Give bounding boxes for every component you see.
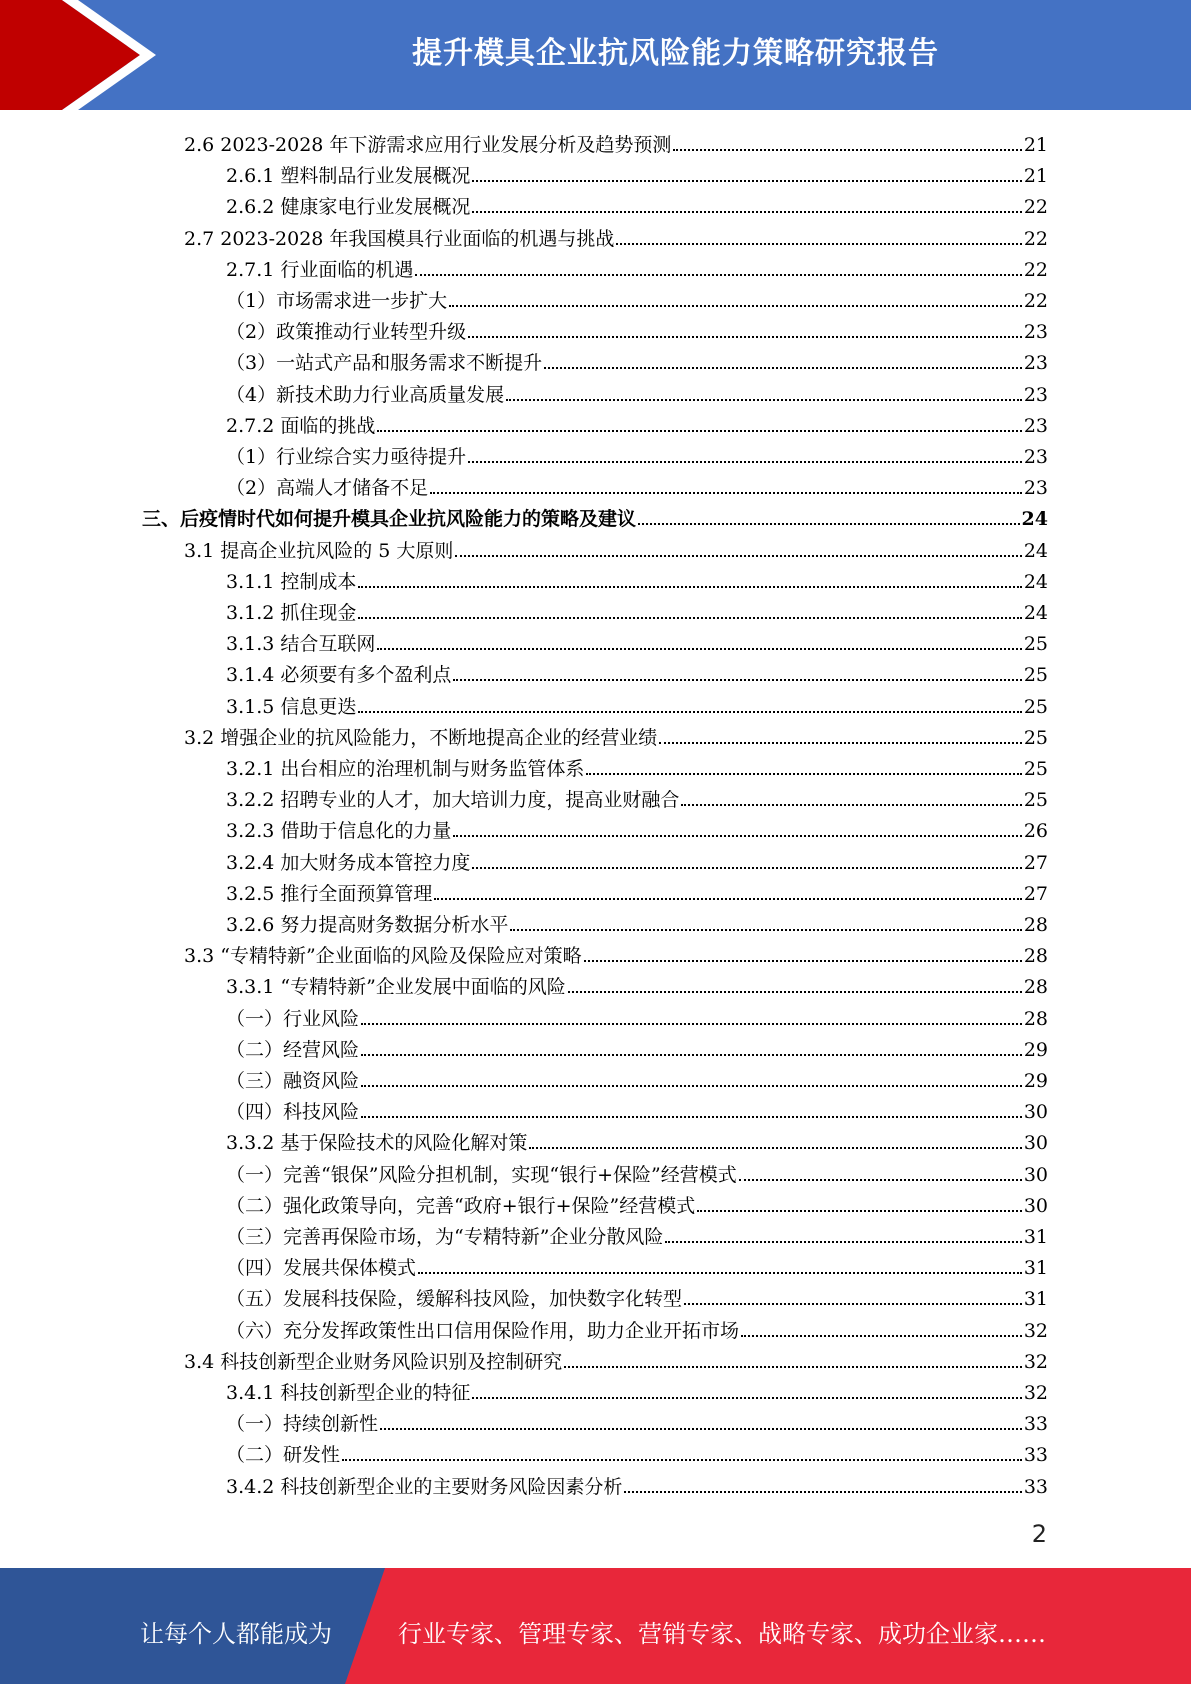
toc-entry-page: 25 [1023, 695, 1048, 718]
toc-leader-dots [361, 1085, 1022, 1087]
page-footer [0, 1568, 1191, 1684]
toc-entry[interactable] [226, 1251, 1048, 1281]
toc-leader-dots [361, 1054, 1022, 1056]
toc-entry-title: 三、后疫情时代如何提升模具企业抗风险能力的策略及建议 [142, 508, 637, 531]
toc-entry-page: 33 [1023, 1475, 1048, 1498]
toc-entry-page: 32 [1023, 1382, 1048, 1404]
toc-entry-page: 23 [1023, 414, 1048, 437]
toc-leader-dots [453, 679, 1021, 681]
toc-leader-dots [741, 1335, 1022, 1337]
toc-entry-title: （二）研发性 [226, 1444, 341, 1467]
toc-entry[interactable] [184, 721, 1048, 751]
toc-entry[interactable] [226, 1220, 1048, 1250]
toc-entry-title: （一）持续创新性 [226, 1413, 379, 1436]
toc-entry-page: 30 [1023, 1163, 1048, 1186]
toc-entry-title: 3.3.1 “专精特新”企业发展中面临的风险 [226, 976, 566, 999]
toc-leader-dots [739, 1179, 1022, 1181]
toc-entry[interactable] [226, 378, 1048, 408]
toc-leader-dots [506, 399, 1022, 401]
toc-entry[interactable] [226, 690, 1048, 720]
footer-slogan-left: 让每个人都能成为 [140, 1620, 332, 1648]
toc-entry[interactable] [142, 502, 1048, 532]
toc-leader-dots [455, 555, 1021, 557]
toc-leader-dots [568, 991, 1022, 993]
toc-entry-page: 32 [1023, 1319, 1048, 1342]
toc-entry-page: 24 [1023, 602, 1048, 624]
toc-leader-dots [616, 243, 1021, 245]
toc-entry-title: 3.1.3 结合互联网 [226, 633, 376, 656]
toc-entry-page: 26 [1023, 820, 1048, 843]
toc-leader-dots [453, 835, 1021, 837]
toc-leader-dots [697, 1210, 1022, 1212]
toc-entry-title: 3.2.1 出台相应的治理机制与财务监管体系 [226, 758, 585, 780]
toc-entry[interactable] [226, 346, 1048, 376]
toc-entry-page: 30 [1023, 1101, 1048, 1124]
toc-entry-title: （三）完善再保险市场，为“专精特新”企业分散风险 [226, 1226, 664, 1248]
toc-entry[interactable] [184, 939, 1048, 969]
toc-entry[interactable] [226, 1033, 1048, 1063]
toc-entry-page: 22 [1023, 196, 1048, 219]
toc-entry[interactable] [226, 1314, 1048, 1344]
toc-entry-page: 22 [1023, 227, 1048, 250]
toc-entry-title: （2）政策推动行业转型升级 [226, 321, 467, 344]
toc-leader-dots [418, 1272, 1022, 1274]
toc-entry-page: 24 [1023, 570, 1048, 593]
toc-entry[interactable] [226, 1470, 1048, 1500]
toc-entry-title: 3.2.4 加大财务成本管控力度 [226, 851, 471, 874]
toc-leader-dots [659, 742, 1022, 744]
toc-leader-dots [472, 1397, 1021, 1399]
toc-entry[interactable] [184, 534, 1048, 564]
toc-entry-title: （4）新技术助力行业高质量发展 [226, 383, 505, 406]
toc-leader-dots [665, 1241, 1021, 1243]
toc-entry[interactable] [226, 565, 1048, 595]
toc-entry-page: 33 [1023, 1413, 1048, 1436]
toc-entry-page: 22 [1023, 290, 1048, 312]
toc-entry-page: 25 [1023, 633, 1048, 656]
toc-leader-dots [358, 711, 1021, 713]
toc-leader-dots [377, 648, 1021, 650]
toc-leader-dots [586, 773, 1021, 775]
toc-entry-title: 3.3 “专精特新”企业面临的风险及保险应对策略 [184, 945, 582, 968]
toc-entry-title: 3.1.2 抓住现金 [226, 602, 357, 624]
toc-entry-title: （二）强化政策导向，完善“政府+银行+保险”经营模式 [226, 1194, 696, 1217]
toc-leader-dots [468, 461, 1022, 463]
toc-entry[interactable] [226, 846, 1048, 876]
toc-entry-page: 23 [1023, 446, 1048, 468]
toc-leader-dots [415, 274, 1021, 276]
toc-leader-dots [638, 523, 1020, 525]
toc-entry[interactable] [226, 814, 1048, 844]
toc-leader-dots [584, 960, 1022, 962]
toc-entry-page: 23 [1023, 383, 1048, 406]
toc-leader-dots [361, 1116, 1022, 1118]
toc-entry-page: 27 [1023, 851, 1048, 874]
toc-entry-page: 21 [1023, 165, 1048, 188]
toc-entry-title: （3）一站式产品和服务需求不断提升 [226, 352, 543, 375]
toc-entry[interactable] [226, 1064, 1048, 1094]
toc-entry-title: （二）经营风险 [226, 1038, 360, 1061]
toc-entry[interactable] [226, 658, 1048, 688]
footer-slogan-right: 行业专家、管理专家、营销专家、战略专家、成功企业家…… [398, 1620, 1046, 1648]
toc-entry-title: （一）完善“银保”风险分担机制，实现“银行+保险”经营模式 [226, 1163, 737, 1186]
toc-entry[interactable] [226, 159, 1048, 189]
toc-entry[interactable] [226, 471, 1048, 501]
toc-entry[interactable] [184, 222, 1048, 252]
toc-entry-page: 30 [1023, 1132, 1048, 1155]
toc-entry[interactable] [226, 596, 1048, 626]
toc-entry-page: 23 [1023, 477, 1048, 500]
page-header [0, 0, 1191, 110]
toc-entry-page: 23 [1023, 352, 1048, 375]
toc-entry-page: 31 [1023, 1288, 1048, 1311]
toc-entry-page: 25 [1023, 789, 1048, 812]
toc-entry[interactable] [226, 752, 1048, 782]
toc-leader-dots [358, 586, 1021, 588]
toc-entry-title: 2.6 2023-2028 年下游需求应用行业发展分析及趋势预测 [184, 134, 672, 156]
toc-entry[interactable] [184, 128, 1048, 158]
toc-entry-title: 2.7.1 行业面临的机遇 [226, 258, 414, 281]
toc-leader-dots [510, 929, 1021, 931]
toc-entry[interactable] [226, 1438, 1048, 1468]
toc-leader-dots [342, 1459, 1022, 1461]
toc-entry[interactable] [226, 1126, 1048, 1156]
toc-entry-page: 28 [1023, 1007, 1048, 1030]
toc-entry-title: 3.4 科技创新型企业财务风险识别及控制研究 [184, 1350, 563, 1373]
toc-leader-dots [529, 1147, 1021, 1149]
toc-entry[interactable] [226, 1376, 1048, 1406]
toc-entry[interactable] [226, 908, 1048, 938]
toc-entry-title: 3.2.6 努力提高财务数据分析水平 [226, 914, 509, 936]
toc-entry-title: 3.4.2 科技创新型企业的主要财务风险因素分析 [226, 1475, 623, 1498]
toc-entry-title: （六）充分发挥政策性出口信用保险作用，助力企业开拓市场 [226, 1319, 740, 1342]
toc-entry-page: 25 [1023, 726, 1048, 749]
toc-leader-dots [673, 149, 1021, 151]
toc-entry-page: 23 [1023, 321, 1048, 344]
toc-entry-title: （1）行业综合实力亟待提升 [226, 446, 467, 468]
toc-leader-dots [472, 180, 1021, 182]
toc-entry-page: 30 [1023, 1194, 1048, 1217]
toc-leader-dots [434, 898, 1021, 900]
toc-entry[interactable] [226, 440, 1048, 470]
toc-entry-title: 2.6.2 健康家电行业发展概况 [226, 196, 471, 219]
toc-entry-page: 31 [1023, 1226, 1048, 1248]
toc-entry-page: 25 [1023, 664, 1048, 687]
toc-leader-dots [358, 617, 1021, 619]
toc-entry-page: 28 [1023, 976, 1048, 999]
toc-entry[interactable] [226, 1407, 1048, 1437]
toc-entry-page: 22 [1023, 258, 1048, 281]
toc-entry-title: 2.6.1 塑料制品行业发展概况 [226, 165, 471, 188]
toc-entry-page: 29 [1023, 1070, 1048, 1092]
toc-entry-title: （三）融资风险 [226, 1070, 360, 1092]
toc-entry[interactable] [226, 253, 1048, 283]
toc-leader-dots [472, 211, 1021, 213]
toc-leader-dots [468, 336, 1022, 338]
toc-leader-dots [472, 867, 1021, 869]
toc-entry-page: 28 [1023, 945, 1048, 968]
toc-entry[interactable] [226, 1189, 1048, 1219]
toc-entry-page: 32 [1023, 1350, 1048, 1373]
toc-entry[interactable] [226, 1282, 1048, 1312]
toc-leader-dots [449, 305, 1022, 307]
toc-entry-page: 29 [1023, 1038, 1048, 1061]
toc-entry[interactable] [226, 284, 1048, 314]
toc-entry-title: 3.2.3 借助于信息化的力量 [226, 820, 452, 843]
toc-entry-title: （四）发展共保体模式 [226, 1257, 417, 1280]
toc-leader-dots [681, 804, 1021, 806]
page-number: 2 [1031, 1520, 1047, 1548]
toc-entry-title: 3.3.2 基于保险技术的风险化解对策 [226, 1132, 528, 1155]
toc-leader-dots [564, 1366, 1022, 1368]
toc-entry[interactable] [184, 1345, 1048, 1375]
toc-leader-dots [430, 492, 1022, 494]
toc-entry-page: 28 [1023, 914, 1048, 936]
toc-entry[interactable] [226, 1095, 1048, 1125]
toc-entry[interactable] [226, 409, 1048, 439]
toc-entry-title: 3.1.4 必须要有多个盈利点 [226, 664, 452, 687]
toc-entry-title: 3.1.1 控制成本 [226, 570, 357, 593]
toc-entry-title: （2）高端人才储备不足 [226, 477, 429, 500]
toc-entry[interactable] [226, 315, 1048, 345]
toc-entry-title: （1）市场需求进一步扩大 [226, 290, 448, 312]
toc-entry-title: 3.1.5 信息更迭 [226, 695, 357, 718]
toc-leader-dots [624, 1491, 1021, 1493]
toc-entry-page: 24 [1023, 539, 1048, 562]
toc-entry-title: 3.2 增强企业的抗风险能力，不断地提高企业的经营业绩 [184, 726, 658, 749]
toc-entry-page: 24 [1021, 508, 1048, 531]
toc-entry-page: 25 [1023, 758, 1048, 780]
toc-entry-title: （五）发展科技保险，缓解科技风险，加快数字化转型 [226, 1288, 683, 1311]
toc-entry-title: 3.1 提高企业抗风险的 5 大原则 [184, 539, 454, 562]
toc-entry[interactable] [226, 1002, 1048, 1032]
toc-leader-dots [380, 1428, 1022, 1430]
toc-entry[interactable] [226, 627, 1048, 657]
toc-leader-dots [361, 1023, 1022, 1025]
toc-entry[interactable] [226, 877, 1048, 907]
toc-entry[interactable] [226, 783, 1048, 813]
toc-entry-title: 3.4.1 科技创新型企业的特征 [226, 1382, 471, 1404]
toc-entry-page: 27 [1023, 882, 1048, 905]
toc-entry[interactable] [226, 190, 1048, 220]
toc-entry-title: 3.2.5 推行全面预算管理 [226, 882, 433, 905]
toc-entry-title: 2.7 2023-2028 年我国模具行业面临的机遇与挑战 [184, 227, 615, 250]
toc-entry[interactable] [226, 970, 1048, 1000]
toc-entry-title: （四）科技风险 [226, 1101, 360, 1124]
toc-entry-page: 21 [1023, 134, 1048, 156]
toc-leader-dots [544, 367, 1022, 369]
toc-leader-dots [684, 1303, 1022, 1305]
toc-entry-title: （一）行业风险 [226, 1007, 360, 1030]
toc-entry[interactable] [226, 1158, 1048, 1188]
toc-leader-dots [377, 430, 1021, 432]
toc-entry-page: 33 [1023, 1444, 1048, 1467]
toc-entry-title: 3.2.2 招聘专业的人才，加大培训力度，提高业财融合 [226, 789, 680, 812]
report-title: 提升模具企业抗风险能力策略研究报告 [412, 36, 939, 71]
toc-entry-page: 31 [1023, 1257, 1048, 1280]
toc-entry-title: 2.7.2 面临的挑战 [226, 414, 376, 437]
